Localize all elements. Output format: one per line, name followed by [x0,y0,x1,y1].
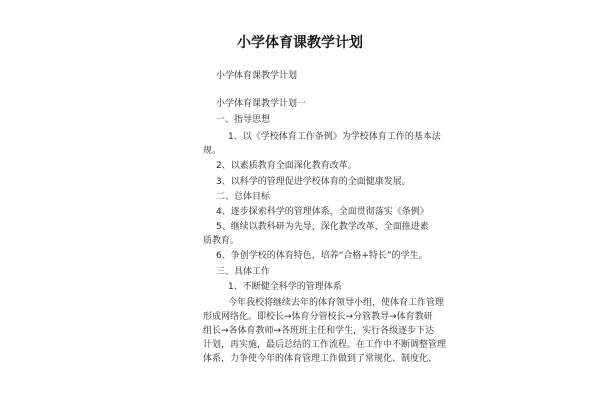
heading-overall-goals: 二、总体目标 [216,192,271,202]
heading-specific-work: 三、具体工作 [216,267,271,277]
section-title: 小学体育课教学计划一 [216,99,307,109]
item-1-line-2: 规。 [203,146,222,156]
body-line-2: 形成网络化。即校长→体育分管校长→分管教导→体育教研 [203,312,433,322]
body-line-5: 体系，力争使今年的体育管理工作做到了常规化、制度化、 [203,354,438,364]
item-6: 6、争创学校的体育特色，培养“合格+特长”的学生。 [216,251,428,261]
heading-management-system: 1、不断健全科学的管理体系 [228,282,342,292]
item-2: 2、以素质教育全面深化教育改革。 [216,161,357,171]
document-title: 小学体育课教学计划 [237,35,363,51]
item-5-line-1: 5、继续以教科研为先导，深化教学改革，全面推进素 [216,222,429,232]
item-1-line-1: 1、以《学校体育工作条例》为学校体育工作的基本法 [228,132,441,142]
item-3: 3、以科学的管理促进学校体育的全面健康发展。 [216,177,411,187]
body-line-1: 今年我校将继续去年的体育领导小组，使体育工作管理 [228,298,445,308]
body-line-4: 计划，再实施，最后总结的工作流程。在工作中不断调整管理 [203,340,447,350]
heading-guiding-ideology: 一、指导思想 [216,115,271,125]
body-line-3: 组长→各体育教师→各班班主任和学生，实行各级逐步下达 [203,326,435,336]
item-4: 4、逐步探索科学的管理体系，全面贯彻落实《条例》 [216,207,429,217]
item-5-line-2: 质教育。 [203,236,240,246]
document-subtitle: 小学体育课教学计划 [216,71,298,81]
